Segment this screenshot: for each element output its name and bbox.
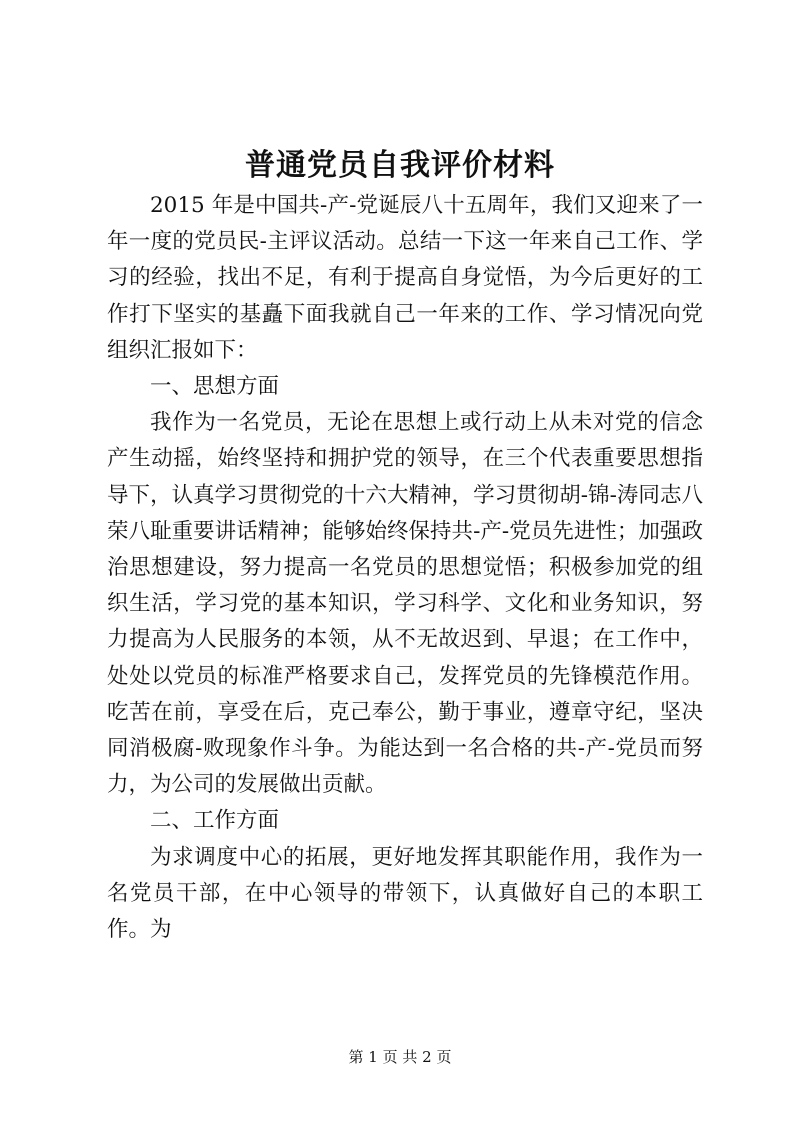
- section-heading-work: 二、工作方面: [150, 808, 280, 834]
- document-title: 普通党员自我评价材料: [245, 148, 555, 183]
- document-body: [107, 188, 703, 948]
- paragraph-work: 为求调度中心的拓展，更好地发挥其职能作用，我作为一名党员干部，在中心领导的带领下，认真做好自己的本职工作。为: [107, 844, 703, 943]
- paragraph-intro: 2015 年是中国共-产-党诞辰八十五周年，我们又迎来了一年一度的党员民-主评议活动。总结一下这一年来自己工作、学习的经验，找出不足，有利于提高自身觉悟，为今后更好的工作打下坚实的基矗下面我就自己一年来的工作、学习情况向党组织汇报如下：: [107, 193, 703, 363]
- paragraph-thought: 我作为一名党员，无论在思想上或行动上从未对党的信念产生动摇，始终坚持和拥护党的领导，在三个代表重要思想指导下，认真学习贯彻党的十六大精神，学习贯彻胡-锦-涛同志八荣八耻重要讲话精神；能够始终保持共-产-党员先进性；加强政治思想建设，努力提高一名党员的思想觉悟；积极参加党的组织生活，学习党的基本知识，学习科学、文化和业务知识，努力提高为人民服务的本领，从不无故迟到、早退；在工作中，处处以党员的标准严格要求自己，发挥党员的先锋模范作用。吃苦在前，享受在后，克己奉公，勤于事业，遵章守纪，坚决同消极腐-败现象作斗争。为能达到一名合格的共-产-党员而努力，为公司的发展做出贡献。: [107, 410, 703, 798]
- section-heading-thought: 一、思想方面: [150, 374, 280, 400]
- page-footer: 第 1 页 共 2 页: [348, 1048, 452, 1066]
